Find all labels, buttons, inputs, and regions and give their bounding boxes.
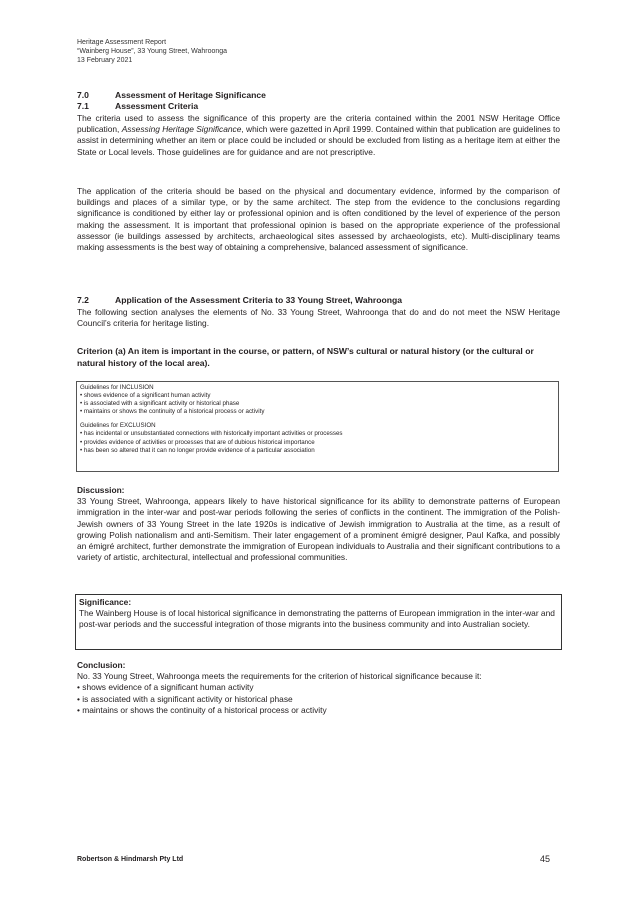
section-7-0-heading xyxy=(77,90,266,101)
criterion-a-heading: Criterion (a) An item is important in the course, or pattern, of NSW’s cultural or natural history (or the cultural or natural history of the local area). xyxy=(77,346,534,368)
publication-title: Assessing Heritage Significance xyxy=(121,124,242,135)
conclusion-item: • maintains or shows the continuity of a historical process or activity xyxy=(77,704,327,715)
section-7-2-heading xyxy=(77,295,402,306)
criteria-application-paragraph: The application of the criteria should be based on the physical and documentary evidence, informed by the comparison of buildings and places of a similar type, or by the same architect. The step from the evidence to the conclusions regarding significance is conditioned by either lay or professional opinion and is often conditioned by the level of experience of the person making the assessment. It is important that professional opinion is based on the appropriate experience of the professional assessor (ie buildings assessed by architects, archaeological sites assessed by archaeologists, etc). Multi-disciplinary teams making assessments is the best way of obtaining a comprehensive, balanced assessment of significance. xyxy=(77,186,560,253)
section-title: Assessment of Heritage Significance xyxy=(115,90,266,100)
section-7-2-intro: The following section analyses the elements of No. 33 Young Street, Wahroonga that do and do not meet the NSW Heritage Council’s criteria for heritage listing. xyxy=(77,307,560,329)
conclusion-label: Conclusion: xyxy=(77,660,126,670)
inclusion-item: • maintains or shows the continuity of a historical process or activity xyxy=(80,408,265,416)
guidelines-box xyxy=(76,381,559,472)
significance-label: Significance: xyxy=(79,597,132,607)
inclusion-item: • shows evidence of a significant human activity xyxy=(80,392,211,400)
exclusion-item: • provides evidence of activities or processes that are of dubious historical importance xyxy=(80,438,315,446)
discussion-label: Discussion: xyxy=(77,485,125,495)
inclusion-title: Guidelines for INCLUSION xyxy=(80,384,154,391)
conclusion-item: • shows evidence of a significant human activity xyxy=(77,682,254,693)
footer-company: Robertson & Hindmarsh Pty Ltd xyxy=(77,856,184,863)
exclusion-item: • has been so altered that it can no longer provide evidence of a particular association xyxy=(80,446,315,454)
discussion-section xyxy=(77,485,560,563)
exclusion-item: • has incidental or unsubstantiated connections with historically important activities or processes xyxy=(80,430,343,438)
header-line-1: Heritage Assessment Report xyxy=(77,39,167,46)
para-text: , which were gazetted in April 1999. Contained within that publication are guidelines to assist in determining whether an item or place could be included or should be excluded from listing as a heritage item at either the State or Local levels. Those guidelines are for guidance and are not prescriptive. xyxy=(77,124,561,157)
inclusion-item: • is associated with a significant activity or historical phase xyxy=(80,400,240,408)
exclusion-title: Guidelines for EXCLUSION xyxy=(80,422,156,430)
section-number: 7.2 xyxy=(77,295,89,305)
discussion-text: 33 Young Street, Wahroonga, appears likely to have historical significance for its ability to demonstrate patterns of European immigration in the inter-war and post-war periods following the series of conflicts in the continent. The immigration of the Polish-Jewish owners of 33 Young Street in the late 1920s is indicative of Jewish immigration to Australia at the time, as a result of growing Polish nationalism and anti-Semitism. Their later engagement of a prominent émigré designer, Paul Kafka, and possibly an émigré architect, further demonstrate the immigration of European individuals to Australia and their significant contributions to a variety of artistic, architectural, intellectual and professional communities. xyxy=(77,496,560,563)
running-header xyxy=(77,38,227,65)
criteria-intro-paragraph xyxy=(77,113,560,158)
significance-text: The Wainberg House is of local historical significance in demonstrating the patterns of European immigration in the inter-war and post-war periods and the successful integration of those migrants into the business community and into Australian society. xyxy=(79,608,555,630)
header-line-2: “Wainberg House”, 33 Young Street, Wahroonga xyxy=(77,48,228,55)
conclusion-item: • is associated with a significant activity or historical phase xyxy=(77,693,293,704)
conclusion-section xyxy=(77,660,560,716)
section-number: 7.0 xyxy=(77,90,89,100)
para-text: The criteria used to assess the significance of this property are the criteria contained within the 2001 NSW Heritage Office publication, xyxy=(77,113,560,135)
section-title: Assessment Criteria xyxy=(115,101,199,111)
header-line-3: 13 February 2021 xyxy=(77,57,133,64)
significance-box xyxy=(75,594,562,650)
section-7-1-heading xyxy=(77,101,198,112)
page-number: 45 xyxy=(540,854,551,864)
section-number: 7.1 xyxy=(77,101,89,111)
conclusion-text: No. 33 Young Street, Wahroonga meets the requirements for the criterion of historical significance because it: xyxy=(77,671,482,682)
section-title: Application of the Assessment Criteria to 33 Young Street, Wahroonga xyxy=(115,295,402,305)
